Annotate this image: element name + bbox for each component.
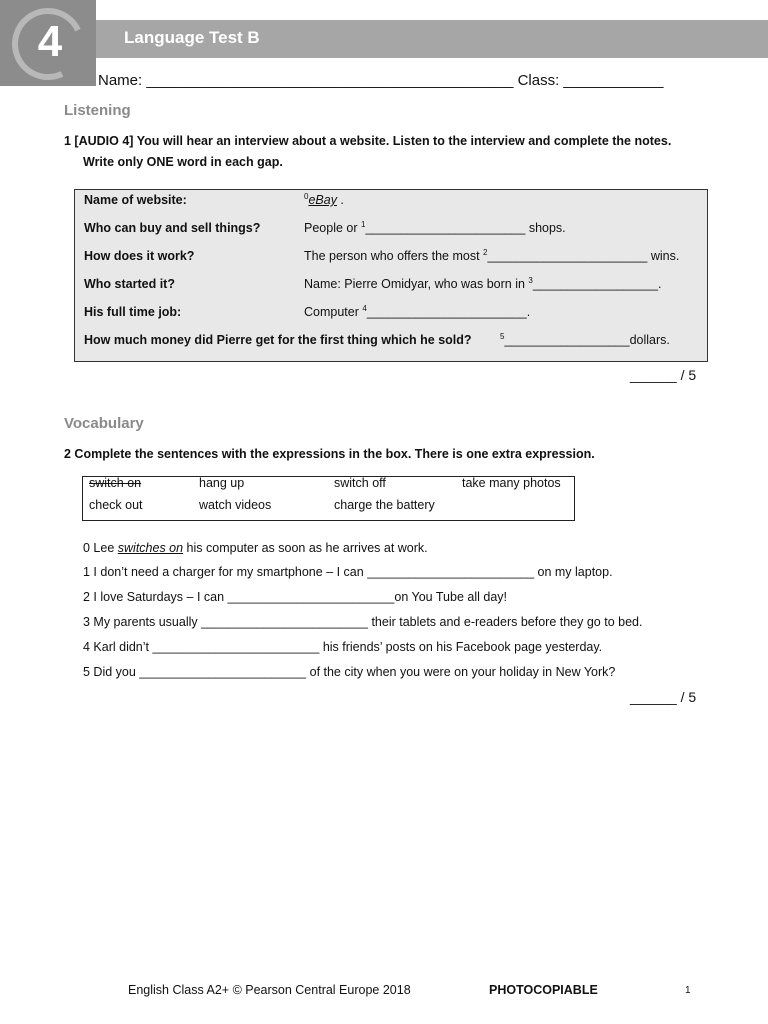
answer-gap: ________________________	[201, 615, 368, 629]
expression: take many photos	[462, 476, 561, 490]
notes-answer-0: $^0$eBay .	[304, 191, 344, 207]
expression: charge the battery	[334, 498, 435, 512]
name-class-line: Name: ____________________________________________ Class: ____________	[98, 72, 664, 89]
notes-answer-3: Name: Pierre Omidyar, who was born in $^3$__________________.	[304, 275, 662, 291]
expression: watch videos	[199, 498, 272, 512]
example-answer: eBay	[308, 193, 337, 207]
sentence-3: 3 My parents usually ________________________ their tablets and e-readers before they go to bed.	[83, 615, 643, 629]
notes-label-0: Name of website:	[84, 193, 187, 207]
answer-gap: ________________________	[139, 665, 307, 679]
listening-instruction-line2: Write only ONE word in each gap.	[83, 155, 283, 169]
footer-photocopiable: PHOTOCOPIABLE	[489, 983, 598, 997]
answer-gap-2: _______________________	[487, 249, 648, 263]
test-title: Language Test B	[124, 28, 260, 47]
listening-instruction	[64, 131, 671, 173]
sentence-5: 5 Did you ________________________ of the city when you were on your holiday in New York?	[83, 665, 616, 679]
notes-answer-4: Computer $^4$_______________________.	[304, 303, 531, 319]
vocabulary-instruction: 2 Complete the sentences with the expressions in the box. There is one extra expression.	[64, 447, 595, 461]
listening-instruction-line1: 1 [AUDIO 4] You will hear an interview about a website. Listen to the interview and complete the notes.	[64, 134, 672, 148]
expression-crossed-out: switch on	[89, 476, 142, 490]
vocabulary-heading: Vocabulary	[64, 415, 144, 432]
notes-answer-2: The person who offers the most $^2$_______________________ wins.	[304, 247, 680, 263]
sentence-1: 1 I don’t need a charger for my smartphone – I can ________________________ on my laptop.	[83, 565, 613, 579]
answer-gap: ________________________	[367, 565, 535, 579]
unit-badge	[0, 0, 96, 86]
notes-label-5: How much money did Pierre get for the first thing which he sold?	[84, 333, 472, 347]
listening-heading: Listening	[64, 102, 131, 119]
answer-gap-4: _______________________	[366, 305, 527, 319]
notes-label-4: His full time job:	[84, 305, 182, 319]
notes-label-1: Who can buy and sell things?	[84, 221, 261, 235]
listening-score: ______ / 5	[630, 367, 697, 383]
sentence-0: 0 Lee switches on his computer as soon as he arrives at work.	[83, 541, 428, 555]
notes-answer-5: $^5$__________________dollars.	[500, 331, 670, 347]
answer-gap-1: _______________________	[365, 221, 526, 235]
example-answer: switches on	[117, 541, 184, 555]
footer-copyright: English Class A2+ © Pearson Central Europe 2018	[128, 983, 411, 997]
answer-gap-5: __________________	[504, 333, 630, 347]
notes-answer-1: People or $^1$_______________________ shops.	[304, 219, 566, 235]
answer-gap-3: __________________	[532, 277, 658, 291]
vocabulary-score: ______ / 5	[630, 689, 697, 705]
notes-label-2: How does it work?	[84, 249, 195, 263]
answer-gap: ________________________	[152, 640, 320, 654]
sentence-4: 4 Karl didn’t ________________________ his friends’ posts on his Facebook page yesterday.	[83, 640, 603, 654]
answer-gap: ________________________	[227, 590, 395, 604]
expression: check out	[89, 498, 143, 512]
sentence-2: 2 I love Saturdays – I can ________________________on You Tube all day!	[83, 590, 507, 604]
expression: hang up	[199, 476, 245, 490]
notes-label-3: Who started it?	[84, 277, 175, 291]
page-number: 1	[685, 985, 691, 996]
unit-number: 4	[37, 17, 63, 66]
expression: switch off	[334, 476, 386, 490]
